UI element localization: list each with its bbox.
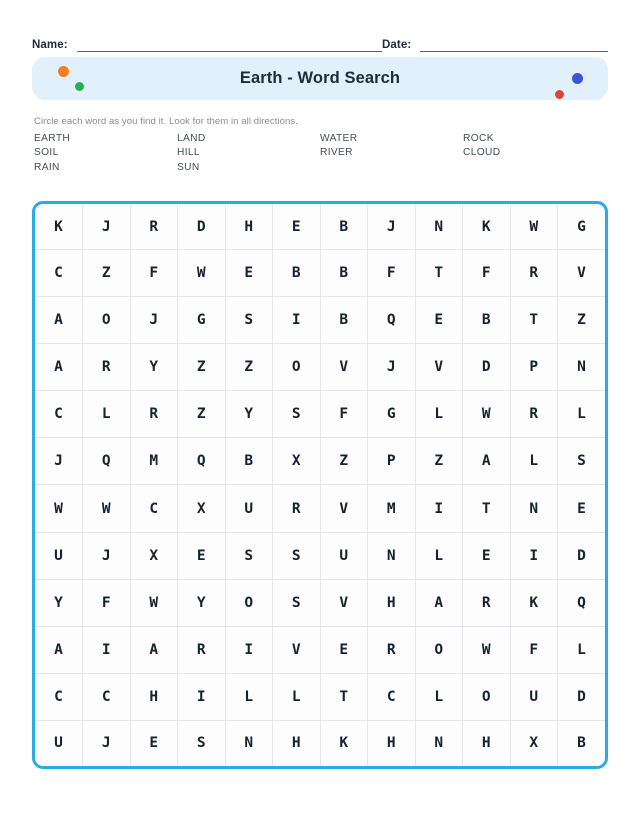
instructions-text: Circle each word as you find it. Look for them in all directions. [34,116,298,127]
grid-cell[interactable]: W [178,250,226,297]
date-input-line[interactable] [420,38,608,52]
grid-row [35,579,605,626]
decorative-dot-green-icon [75,82,84,91]
grid-cell[interactable]: C [35,391,83,438]
word-item[interactable]: ROCK [463,132,494,144]
grid-cell[interactable]: R [510,391,558,438]
grid-cell[interactable]: O [415,626,463,673]
grid-cell[interactable]: I [510,532,558,579]
grid-cell[interactable]: A [130,626,178,673]
grid-cell[interactable]: O [83,297,131,344]
grid-cell[interactable]: R [130,391,178,438]
grid-cell[interactable]: R [273,485,321,532]
grid-cell[interactable]: O [463,673,511,720]
grid-cell[interactable]: G [178,297,226,344]
grid-cell[interactable]: F [368,250,416,297]
grid-cell[interactable]: X [130,532,178,579]
grid-cell[interactable]: M [368,485,416,532]
grid-cell[interactable]: Z [320,438,368,485]
grid-cell[interactable]: T [463,485,511,532]
grid-row [35,673,605,720]
word-item[interactable]: RAIN [34,161,60,173]
grid-cell[interactable]: K [35,204,83,250]
grid-cell[interactable]: H [463,720,511,766]
grid-cell[interactable]: I [178,673,226,720]
grid-cell[interactable]: L [510,438,558,485]
grid-cell[interactable]: H [273,720,321,766]
grid-cell[interactable]: X [178,485,226,532]
grid-cell[interactable]: Q [83,438,131,485]
grid-row [35,626,605,673]
grid-cell[interactable]: H [130,673,178,720]
grid-cell[interactable]: C [83,673,131,720]
grid-cell[interactable]: E [320,626,368,673]
grid-cell[interactable]: A [463,438,511,485]
grid-cell[interactable]: R [130,204,178,250]
word-item[interactable]: SUN [177,161,200,173]
grid-cell[interactable]: B [320,250,368,297]
decorative-dot-blue-icon [572,73,583,84]
grid-cell[interactable]: K [320,720,368,766]
grid-cell[interactable]: N [368,532,416,579]
name-group [32,38,382,52]
word-list-row [34,146,610,161]
grid-cell[interactable]: Z [225,344,273,391]
grid-cell[interactable]: T [415,250,463,297]
word-item[interactable]: HILL [177,147,200,159]
grid-cell[interactable]: X [510,720,558,766]
grid-cell[interactable]: H [225,204,273,250]
page-title: Earth - Word Search [239,69,401,87]
grid-cell[interactable]: O [225,579,273,626]
grid-cell[interactable]: R [510,250,558,297]
grid-cell[interactable]: W [463,626,511,673]
name-date-row [32,30,608,52]
grid-cell[interactable]: J [130,297,178,344]
grid-cell[interactable]: U [35,720,83,766]
grid-cell[interactable]: J [35,438,83,485]
word-list-row [34,131,610,146]
grid-cell[interactable]: G [558,204,606,250]
grid-cell[interactable]: E [463,532,511,579]
date-label: Date: [382,39,412,51]
grid-cell[interactable]: I [415,485,463,532]
grid-cell[interactable]: B [463,297,511,344]
grid-row [35,532,605,579]
grid-cell[interactable]: J [368,204,416,250]
grid-cell[interactable]: J [368,344,416,391]
word-item[interactable]: EARTH [34,132,71,144]
grid-cell[interactable]: S [225,532,273,579]
grid-cell[interactable]: S [273,532,321,579]
grid-cell[interactable]: U [225,485,273,532]
grid-cell[interactable]: E [273,204,321,250]
grid-cell[interactable]: W [463,391,511,438]
grid-cell[interactable]: I [225,626,273,673]
grid-cell[interactable]: A [35,344,83,391]
title-banner [32,57,608,100]
grid-cell[interactable]: Y [225,391,273,438]
grid-cell[interactable]: D [558,532,606,579]
grid-cell[interactable]: B [273,250,321,297]
grid-cell[interactable]: S [178,720,226,766]
grid-cell[interactable]: T [510,297,558,344]
grid-cell[interactable]: J [83,720,131,766]
grid-cell[interactable]: V [320,485,368,532]
grid-cell[interactable]: H [368,720,416,766]
grid-cell[interactable]: O [273,344,321,391]
grid-cell[interactable]: P [368,438,416,485]
grid-cell[interactable]: E [558,485,606,532]
grid-cell[interactable]: R [83,344,131,391]
grid-row [35,438,605,485]
grid-cell[interactable]: R [178,626,226,673]
grid-cell[interactable]: K [510,579,558,626]
grid-cell[interactable]: C [35,673,83,720]
grid-row [35,391,605,438]
grid-cell[interactable]: S [558,438,606,485]
grid-cell[interactable]: W [130,579,178,626]
grid-row [35,204,605,250]
grid-cell[interactable]: U [510,673,558,720]
grid-cell[interactable]: W [510,204,558,250]
word-item[interactable]: SOIL [34,147,59,159]
grid-cell[interactable]: F [83,579,131,626]
grid-cell[interactable]: L [415,391,463,438]
grid-cell[interactable]: B [320,297,368,344]
name-input-line[interactable] [77,38,382,52]
grid-cell[interactable]: L [558,391,606,438]
grid-cell[interactable]: F [130,250,178,297]
decorative-dot-orange-icon [58,66,69,77]
grid-cell[interactable]: U [320,532,368,579]
grid-cell[interactable]: X [273,438,321,485]
word-search-grid [35,204,605,766]
grid-cell[interactable]: M [130,438,178,485]
grid-cell[interactable]: W [35,485,83,532]
grid-cell[interactable]: Y [130,344,178,391]
grid-cell[interactable]: N [415,720,463,766]
grid-cell[interactable]: D [558,673,606,720]
grid-cell[interactable]: D [463,344,511,391]
grid-cell[interactable]: H [368,579,416,626]
grid-cell[interactable]: G [368,391,416,438]
grid-cell[interactable]: I [83,626,131,673]
grid-cell[interactable]: Z [415,438,463,485]
grid-cell[interactable]: S [273,391,321,438]
grid-cell[interactable]: F [320,391,368,438]
grid-cell[interactable]: V [273,626,321,673]
grid-cell[interactable]: L [558,626,606,673]
word-list-row [34,160,610,175]
grid-row [35,297,605,344]
grid-cell[interactable]: A [35,626,83,673]
grid-cell[interactable]: A [415,579,463,626]
grid-cell[interactable]: J [83,204,131,250]
grid-cell[interactable]: E [178,532,226,579]
grid-cell[interactable]: Z [178,391,226,438]
word-item[interactable]: RIVER [320,147,353,159]
date-group [382,38,608,52]
grid-cell[interactable]: F [510,626,558,673]
grid-cell[interactable]: C [368,673,416,720]
grid-cell[interactable]: F [463,250,511,297]
grid-cell[interactable]: D [178,204,226,250]
grid-cell[interactable]: Z [83,250,131,297]
grid-cell[interactable]: W [83,485,131,532]
grid-cell[interactable]: N [415,204,463,250]
name-label: Name: [32,39,68,51]
grid-cell[interactable]: N [558,344,606,391]
grid-cell[interactable]: K [463,204,511,250]
grid-cell[interactable]: C [130,485,178,532]
word-item[interactable]: LAND [177,132,206,144]
grid-cell[interactable]: Y [35,579,83,626]
grid-cell[interactable]: B [225,438,273,485]
grid-cell[interactable]: R [368,626,416,673]
grid-cell[interactable]: P [510,344,558,391]
grid-cell[interactable]: L [225,673,273,720]
grid-row [35,344,605,391]
grid-cell[interactable]: U [35,532,83,579]
grid-cell[interactable]: T [320,673,368,720]
grid-cell[interactable]: C [35,250,83,297]
word-item[interactable]: CLOUD [463,147,501,159]
grid-cell[interactable]: E [415,297,463,344]
grid-cell[interactable]: Y [178,579,226,626]
grid-cell[interactable]: E [130,720,178,766]
grid-row [35,720,605,766]
grid-cell[interactable]: V [320,344,368,391]
grid-row [35,250,605,297]
grid-cell[interactable]: B [320,204,368,250]
grid-cell[interactable]: I [273,297,321,344]
grid-cell[interactable]: V [320,579,368,626]
grid-cell[interactable]: J [83,532,131,579]
grid-cell[interactable]: A [35,297,83,344]
grid-cell[interactable]: Q [368,297,416,344]
grid-cell[interactable]: L [415,532,463,579]
word-search-grid-container [32,201,608,769]
grid-cell[interactable]: E [225,250,273,297]
grid-cell[interactable]: Q [178,438,226,485]
grid-cell[interactable]: Z [558,297,606,344]
grid-cell[interactable]: Q [558,579,606,626]
grid-cell[interactable]: Z [178,344,226,391]
grid-cell[interactable]: N [225,720,273,766]
grid-cell[interactable]: S [225,297,273,344]
grid-cell[interactable]: L [273,673,321,720]
word-list [34,131,610,175]
decorative-dot-red-icon [555,90,564,99]
grid-cell[interactable]: V [558,250,606,297]
grid-cell[interactable]: L [415,673,463,720]
grid-cell[interactable]: V [415,344,463,391]
word-item[interactable]: WATER [320,132,358,144]
grid-cell[interactable]: L [83,391,131,438]
grid-cell[interactable]: N [510,485,558,532]
grid-cell[interactable]: R [463,579,511,626]
grid-cell[interactable]: B [558,720,606,766]
grid-cell[interactable]: S [273,579,321,626]
grid-row [35,485,605,532]
